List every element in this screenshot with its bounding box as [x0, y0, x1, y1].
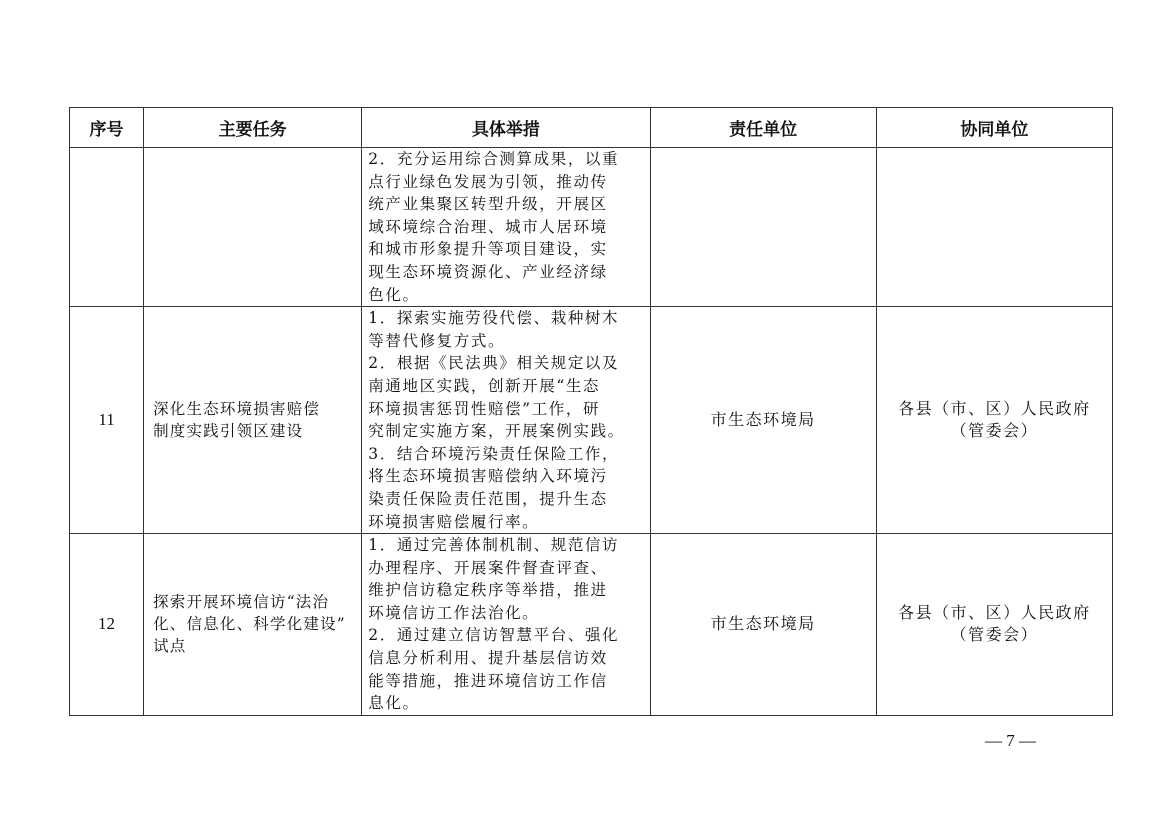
measure-line: 将生态环境损害赔偿纳入环境污 — [368, 467, 608, 486]
task-cell — [144, 534, 362, 716]
measure-line: 2．根据《民法典》相关规定以及 — [368, 354, 620, 373]
cooperating-line: （管委会） — [950, 625, 1039, 645]
task-line: 深化生态环境损害赔偿 — [153, 400, 321, 419]
measures-cell — [362, 148, 650, 307]
responsible-cell: 市生态环境局 — [650, 534, 876, 716]
cooperating-cell — [876, 534, 1112, 716]
task-cell — [144, 307, 362, 534]
measure-line: 环境损害赔偿履行率。 — [368, 512, 540, 531]
measure-line: 1．通过完善体制机制、规范信访 — [368, 536, 620, 555]
cooperating-line: 各县（市、区）人民政府 — [898, 399, 1091, 419]
task-line: 化、信息化、科学化建设” — [153, 615, 346, 634]
cooperating-line: 各县（市、区）人民政府 — [898, 603, 1091, 623]
measure-line: 2．通过建立信访智慧平台、强化 — [368, 626, 620, 645]
measure-line: 域环境综合治理、城市人居环境 — [368, 217, 608, 236]
table-header-row — [70, 108, 1113, 148]
task-line: 探索开展环境信访“法治 — [153, 593, 330, 612]
responsible-cell — [650, 148, 876, 307]
measure-line: 环境损害惩罚性赔偿”工作，研 — [368, 399, 601, 418]
cooperating-cell — [876, 307, 1112, 534]
measure-line: 维护信访稳定秩序等举措，推进 — [368, 581, 608, 600]
header-measures: 具体举措 — [362, 108, 650, 148]
responsible-cell: 市生态环境局 — [650, 307, 876, 534]
measure-line: 色化。 — [368, 285, 420, 304]
measure-line: 环境信访工作法治化。 — [368, 603, 540, 622]
measures-cell — [362, 534, 650, 716]
task-line: 制度实践引领区建设 — [153, 422, 304, 441]
measures-cell — [362, 307, 650, 534]
measure-line: 能等措施，推进环境信访工作信 — [368, 671, 608, 690]
header-seq: 序号 — [70, 108, 144, 148]
table-row — [70, 534, 1113, 716]
measure-line: 染责任保险责任范围，提升生态 — [368, 489, 608, 508]
page-number: — 7 — — [985, 731, 1036, 750]
measure-line: 现生态环境资源化、产业经济绿 — [368, 262, 608, 281]
measure-line: 究制定实施方案，开展案例实践。 — [368, 422, 625, 441]
measure-line: 1．探索实施劳役代偿、栽种树木 — [368, 309, 620, 328]
measure-line: 等替代修复方式。 — [368, 331, 506, 350]
table-row — [70, 307, 1113, 534]
task-table — [69, 107, 1113, 716]
cooperating-line: （管委会） — [950, 421, 1039, 441]
table-row — [70, 148, 1113, 307]
measure-line: 点行业绿色发展为引领，推动传 — [368, 172, 608, 191]
measure-line: 和城市形象提升等项目建设，实 — [368, 240, 608, 259]
measure-line: 信息分析利用、提升基层信访效 — [368, 649, 608, 668]
seq-cell — [70, 148, 144, 307]
measure-line: 2．充分运用综合测算成果，以重 — [368, 150, 620, 168]
measure-line: 3．结合环境污染责任保险工作， — [368, 444, 620, 463]
seq-cell: 12 — [70, 534, 144, 716]
cooperating-cell — [876, 148, 1112, 307]
measure-line: 统产业集聚区转型升级，开展区 — [368, 195, 608, 214]
measure-line: 办理程序、开展案件督查评查、 — [368, 558, 608, 577]
header-task: 主要任务 — [144, 108, 362, 148]
task-line: 试点 — [153, 637, 187, 656]
measure-line: 南通地区实践，创新开展“生态 — [368, 376, 601, 395]
measure-line: 息化。 — [368, 694, 420, 713]
seq-cell: 11 — [70, 307, 144, 534]
header-cooperating: 协同单位 — [876, 108, 1112, 148]
task-cell — [144, 148, 362, 307]
header-responsible: 责任单位 — [650, 108, 876, 148]
